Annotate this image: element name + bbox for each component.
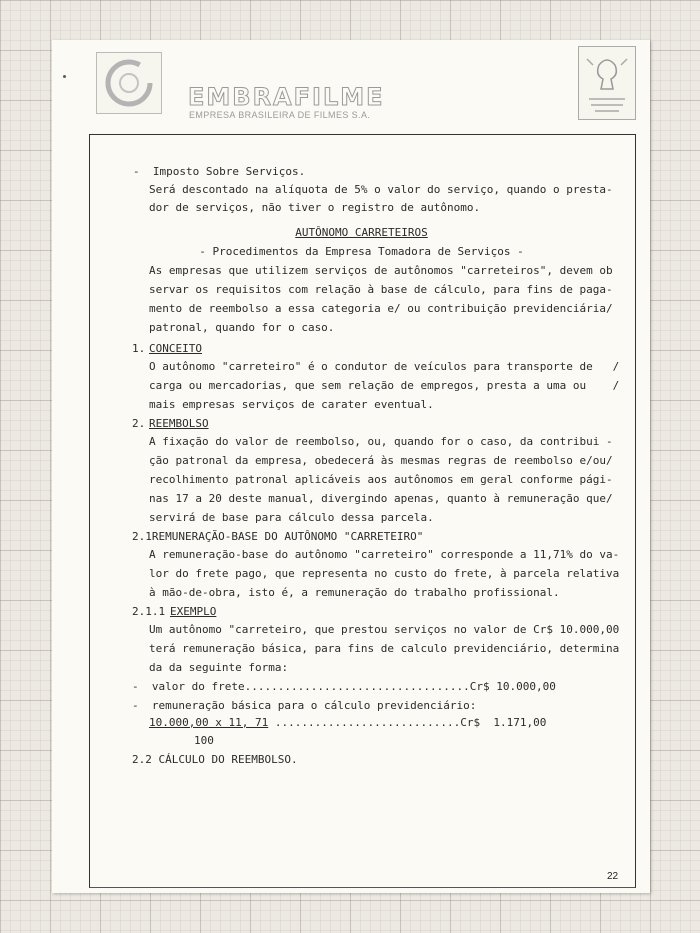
item-2-line: recolhimento patronal aplicáveis aos autônomos em geral conforme pági- [149,473,613,486]
item-1-line: carga ou mercadorias, que sem relação de empregos, presta a uma ou / [149,379,620,392]
calc-formula-numerator: 10.000,00 x 11, 71 [149,716,269,729]
item-2-number: 2. [132,417,146,430]
intro-line: dor de serviços, não tiver o registro de autônomo. [149,201,481,214]
example-line: Um autônomo "carreteiro, que prestou serviços no valor de Cr$ 10.000,00 [149,623,620,636]
intro-line: Será descontado na alíquota de 5% o valor do serviço, quando o presta- [149,183,613,196]
item-2-line: ção patronal da empresa, obedecerá às mesmas regras de reembolso e/ou/ [149,454,613,467]
item-1-line: O autônomo "carreteiro" é o condutor de veículos para transporte de / [149,360,620,373]
item-2-line: nas 17 a 20 deste manual, divergindo apenas, quanto à remuneração que/ [149,492,613,505]
film-emblem-icon [578,46,636,120]
embrafilme-logo [96,52,162,114]
item-1-heading: CONCEITO [149,342,202,355]
section-title: AUTÔNOMO CARRETEIROS [295,226,428,239]
section-paragraph-line: servar os requisitos com relação à base de cálculo, para fins de paga- [149,283,613,296]
item-2-1-1-heading: EXEMPLO [170,605,217,618]
calc-formula [149,716,546,730]
item-2-1-heading: 2.1REMUNERAÇÃO-BASE DO AUTÔNOMO "CARRETEIRO" [132,530,424,543]
item-2-line: servirá de base para cálculo dessa parcela. [149,511,434,524]
item-2-line: A fixação do valor de reembolso, ou, quando for o caso, da contribui - [149,435,613,448]
item-2-1-1-number: 2.1.1 [132,605,166,618]
item-1-number: 1. [132,342,146,355]
section-paragraph-line: As empresas que utilizem serviços de autônomos "carreteiros", devem ob [149,264,613,277]
item-2-heading: REEMBOLSO [149,417,209,430]
item-2-1-line: à mão-de-obra, isto é, a remuneração do trabalho profissional. [149,586,560,599]
intro-item: - Imposto Sobre Serviços. [133,165,306,178]
calc-formula-result: ............................Cr$ 1.171,00 [268,716,547,729]
item-2-1-line: A remuneração-base do autônomo "carreteiro" corresponde a 11,71% do va- [149,548,620,561]
item-2-1-line: lor do frete pago, que representa no custo do frete, à parcela relativa [149,567,620,580]
section-paragraph-line: mento de reembolso a essa categoria e/ ou contribuição previdenciária/ [149,302,613,315]
example-line: terá remuneração básica, para fins de calculo previdenciário, determina [149,642,620,655]
item-1-line: mais empresas serviços de carater eventual. [149,398,434,411]
example-line: da da seguinte forma: [149,661,289,674]
company-name: EMBRAFILME [188,83,385,111]
page-number: 22 [607,871,619,882]
paper-speck [63,75,66,78]
item-2-2-heading: 2.2 CÁLCULO DO REEMBOLSO. [132,753,298,766]
calc-base-label: - remuneração básica para o cálculo previdenciário: [132,699,477,712]
calc-freight-value: - valor do frete..................................Cr$ 10.000,00 [132,680,556,693]
section-paragraph-line: patronal, quando for o caso. [149,321,335,334]
company-subtitle: EMPRESA BRASILEIRA DE FILMES S.A. [189,110,371,120]
section-subtitle: - Procedimentos da Empresa Tomadora de Serviços - [199,245,524,258]
calc-divisor: 100 [194,734,214,747]
